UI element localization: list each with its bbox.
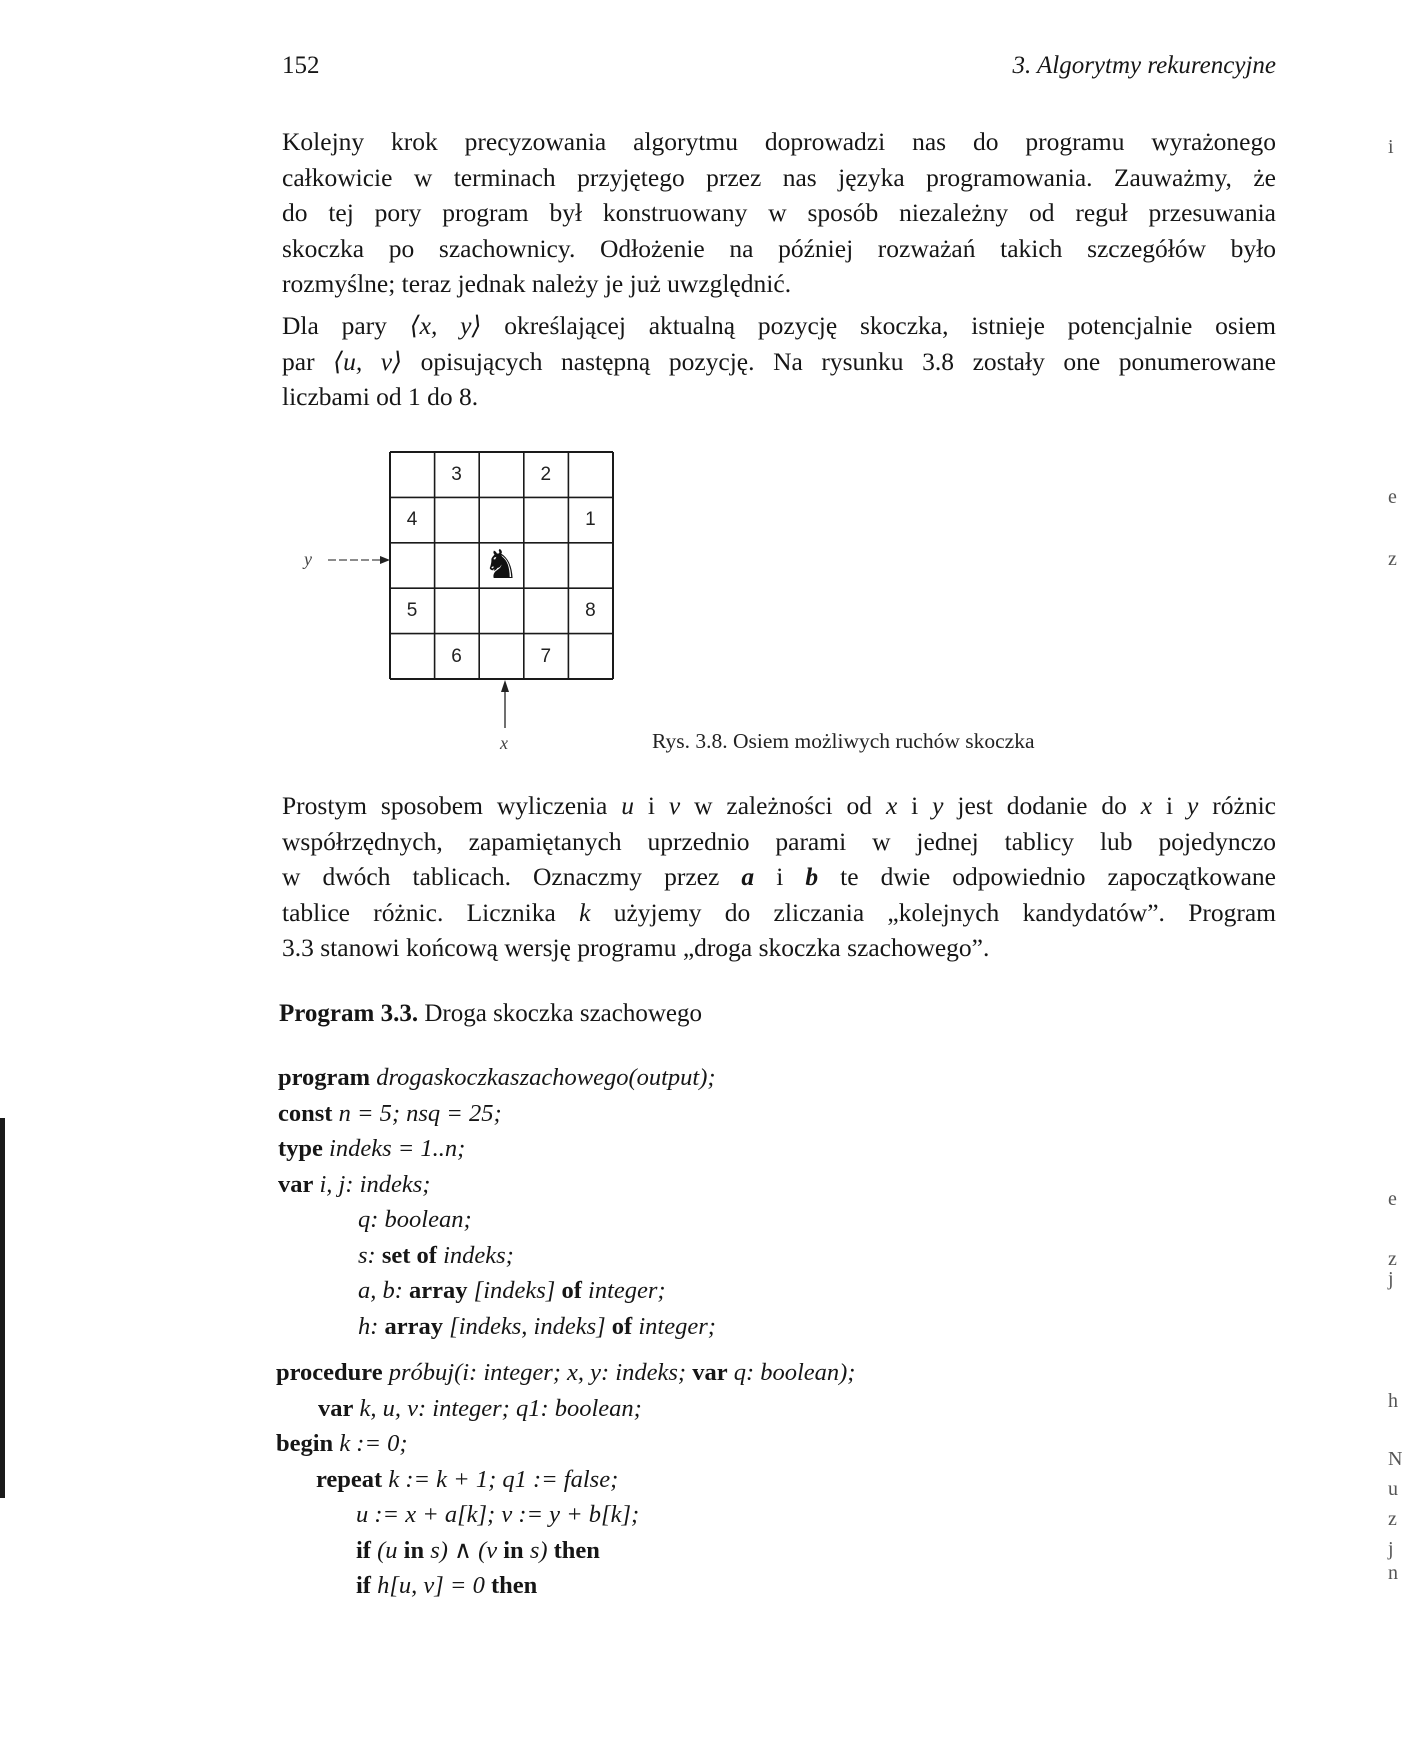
move-label-6: 6 xyxy=(451,645,462,667)
text-line: skoczka po szachownicy. Odłożenie na później rozważań takich szczegółów było xyxy=(282,233,1276,263)
knight-icon: ♞ xyxy=(483,541,520,588)
code-text: h: xyxy=(358,1312,385,1340)
keyword: var xyxy=(692,1359,728,1386)
text-line xyxy=(282,895,1276,931)
text: określającej aktualną pozycję skoczka, istnieje potencjalnie osiem xyxy=(481,311,1276,340)
text-line: liczbami od 1 do 8. xyxy=(282,382,479,411)
paragraph-moves xyxy=(282,308,1276,415)
code-text: próbuj(i: integer; x, y: indeks; xyxy=(382,1359,693,1386)
move-label-2: 2 xyxy=(540,464,552,485)
y-axis-label: y xyxy=(304,549,312,569)
code-text: k, u, v: integer; q1: boolean; xyxy=(353,1394,642,1422)
var-y: y xyxy=(932,791,944,820)
code-text: integer; xyxy=(581,1277,666,1304)
keyword: procedure xyxy=(276,1359,383,1386)
code-text: s) xyxy=(523,1536,554,1564)
chessboard-grid xyxy=(390,452,613,679)
var-u: u xyxy=(621,791,634,820)
keyword: then xyxy=(490,1572,538,1599)
var-v: v xyxy=(668,791,681,820)
code-line xyxy=(276,1533,855,1569)
program-number: Program 3.3. xyxy=(279,1000,419,1027)
code-line xyxy=(278,1238,716,1274)
text: i xyxy=(633,791,669,820)
facing-page-fragment: n xyxy=(1388,1562,1398,1584)
code-line xyxy=(276,1391,855,1427)
text-line xyxy=(282,859,1276,895)
move-label-3: 3 xyxy=(451,464,462,485)
facing-page-fragment: N xyxy=(1388,1448,1403,1470)
code-text: q: boolean); xyxy=(727,1359,856,1386)
code-line xyxy=(278,1202,716,1238)
code-text: [indeks, indeks] xyxy=(443,1312,612,1340)
keyword: program xyxy=(278,1064,371,1091)
code-text: indeks; xyxy=(436,1241,514,1269)
var-k: k xyxy=(579,897,591,927)
keyword: if xyxy=(356,1536,371,1564)
text: tablice różnic. Licznika xyxy=(282,897,580,927)
move-label-5: 5 xyxy=(406,600,418,622)
keyword: then xyxy=(553,1536,600,1564)
code-text: s: xyxy=(358,1241,382,1269)
math-pair-uv: ⟨u, v⟩ xyxy=(333,346,403,376)
keyword: begin xyxy=(276,1430,334,1457)
keyword: if xyxy=(356,1572,371,1599)
figure-knight-moves xyxy=(300,440,1140,760)
keyword: in xyxy=(503,1536,524,1564)
code-line xyxy=(278,1167,716,1203)
code-text: integer; xyxy=(632,1312,716,1340)
keyword: type xyxy=(278,1135,323,1162)
paragraph-differences xyxy=(282,788,1276,966)
code-line xyxy=(276,1426,855,1462)
page-number: 152 xyxy=(282,52,320,79)
var-b: b xyxy=(805,862,819,891)
keyword: of xyxy=(561,1277,582,1304)
code-line xyxy=(276,1568,855,1604)
code-text: u := x + a[k]; v := y + b[k]; xyxy=(356,1501,640,1528)
code-line xyxy=(276,1462,855,1498)
text: różnic xyxy=(1198,791,1276,820)
program-title xyxy=(279,1000,702,1028)
code-listing-procedure xyxy=(276,1355,855,1604)
keyword: var xyxy=(278,1170,314,1198)
code-line xyxy=(278,1273,716,1309)
move-label-1: 1 xyxy=(585,509,596,531)
code-text: q: boolean; xyxy=(358,1206,472,1233)
figure-caption: Rys. 3.8. Osiem możliwych ruchów skoczka xyxy=(652,729,1035,753)
text: par xyxy=(282,346,334,376)
code-line xyxy=(278,1060,716,1096)
binding-edge xyxy=(0,1118,5,1498)
facing-page-fragment: i xyxy=(1388,136,1394,158)
text: i xyxy=(754,862,806,891)
facing-page-fragment: j xyxy=(1388,1538,1394,1560)
math-pair-xy: ⟨x, y⟩ xyxy=(409,311,482,340)
x-axis-label: x xyxy=(500,733,508,753)
code-text: indeks = 1..n; xyxy=(322,1135,466,1162)
facing-page-fragment: z xyxy=(1388,1508,1397,1530)
facing-page-fragment: z xyxy=(1388,548,1397,570)
keyword: array xyxy=(409,1277,468,1304)
facing-page-fragment: j xyxy=(1388,1268,1394,1290)
text-line xyxy=(282,788,1276,824)
text-line: do tej pory program był konstruowany w sposób niezależny od reguł przesuwania xyxy=(282,198,1276,227)
text: i xyxy=(897,791,933,820)
facing-page-fragment: h xyxy=(1388,1390,1398,1412)
code-text: (u xyxy=(370,1536,404,1564)
text: użyjemy do zliczania „kolejnych kandydatów”. Program xyxy=(590,897,1277,927)
text-line xyxy=(282,344,1276,380)
var-y: y xyxy=(1187,791,1199,820)
code-text: k := 0; xyxy=(333,1430,408,1457)
chapter-title: 3. Algorytmy rekurencyjne xyxy=(1012,52,1276,79)
code-text: n = 5; nsq = 25; xyxy=(332,1099,502,1127)
text: te dwie odpowiednio zapoczątkowane xyxy=(818,862,1276,891)
text: Prostym sposobem wyliczenia xyxy=(282,791,622,820)
running-head xyxy=(282,52,1276,86)
x-axis-arrow-icon xyxy=(495,680,515,730)
keyword: of xyxy=(611,1312,633,1340)
code-text: k := k + 1; q1 := false; xyxy=(382,1465,619,1493)
text: opisujących następną pozycję. Na rysunku 3.8 zostały one ponumerowane xyxy=(402,346,1276,376)
text-line: rozmyślne; teraz jednak należy je już uwzględnić. xyxy=(282,269,792,298)
text-line: Kolejny krok precyzowania algorytmu doprowadzi nas do programu wyrażonego xyxy=(282,127,1276,156)
facing-page-fragment: e xyxy=(1388,486,1397,508)
code-line xyxy=(278,1096,716,1132)
keyword: repeat xyxy=(316,1465,383,1493)
text: Dla pary xyxy=(282,311,410,340)
code-text: drogaskoczkaszachowego(output); xyxy=(370,1064,716,1091)
keyword: array xyxy=(384,1312,444,1340)
facing-page-fragment: z xyxy=(1388,1248,1397,1270)
text: jest dodanie do xyxy=(943,791,1141,820)
text: w dwóch tablicach. Oznaczmy przez xyxy=(282,862,742,891)
facing-page-fragment: e xyxy=(1388,1188,1397,1210)
keyword: set of xyxy=(381,1241,437,1269)
paragraph-intro xyxy=(282,124,1276,302)
text-line: współrzędnych, zapamiętanych uprzednio parami w jednej tablicy lub pojedynczo xyxy=(282,826,1276,856)
text-line: 3.3 stanowi końcową wersję programu „droga skoczka szachowego”. xyxy=(282,933,990,962)
y-axis-arrow-icon xyxy=(322,550,392,570)
keyword: in xyxy=(403,1536,425,1564)
keyword: const xyxy=(278,1099,333,1127)
code-text: a, b: xyxy=(358,1277,410,1304)
move-label-7: 7 xyxy=(540,645,552,667)
move-label-4: 4 xyxy=(406,509,418,531)
move-label-8: 8 xyxy=(585,600,596,622)
var-a: a xyxy=(741,862,755,891)
code-text: [indeks] xyxy=(467,1277,562,1304)
code-text: s) ∧ (v xyxy=(424,1536,504,1564)
code-listing xyxy=(278,1060,716,1344)
var-x: x xyxy=(885,791,898,820)
keyword: var xyxy=(318,1394,354,1422)
code-text: i, j: indeks; xyxy=(313,1170,431,1198)
text: i xyxy=(1152,791,1188,820)
code-line xyxy=(276,1497,855,1533)
code-line xyxy=(278,1131,716,1167)
code-line xyxy=(278,1309,716,1345)
code-line xyxy=(276,1355,855,1391)
code-text: h[u, v] = 0 xyxy=(370,1572,491,1599)
facing-page-fragment: u xyxy=(1388,1478,1398,1500)
text-line xyxy=(282,308,1276,344)
text: w zależności od xyxy=(680,791,886,820)
text-line: całkowicie w terminach przyjętego przez nas języka programowania. Zauważmy, że xyxy=(282,162,1276,192)
program-name: Droga skoczka szachowego xyxy=(418,1000,703,1027)
var-x: x xyxy=(1140,791,1153,820)
